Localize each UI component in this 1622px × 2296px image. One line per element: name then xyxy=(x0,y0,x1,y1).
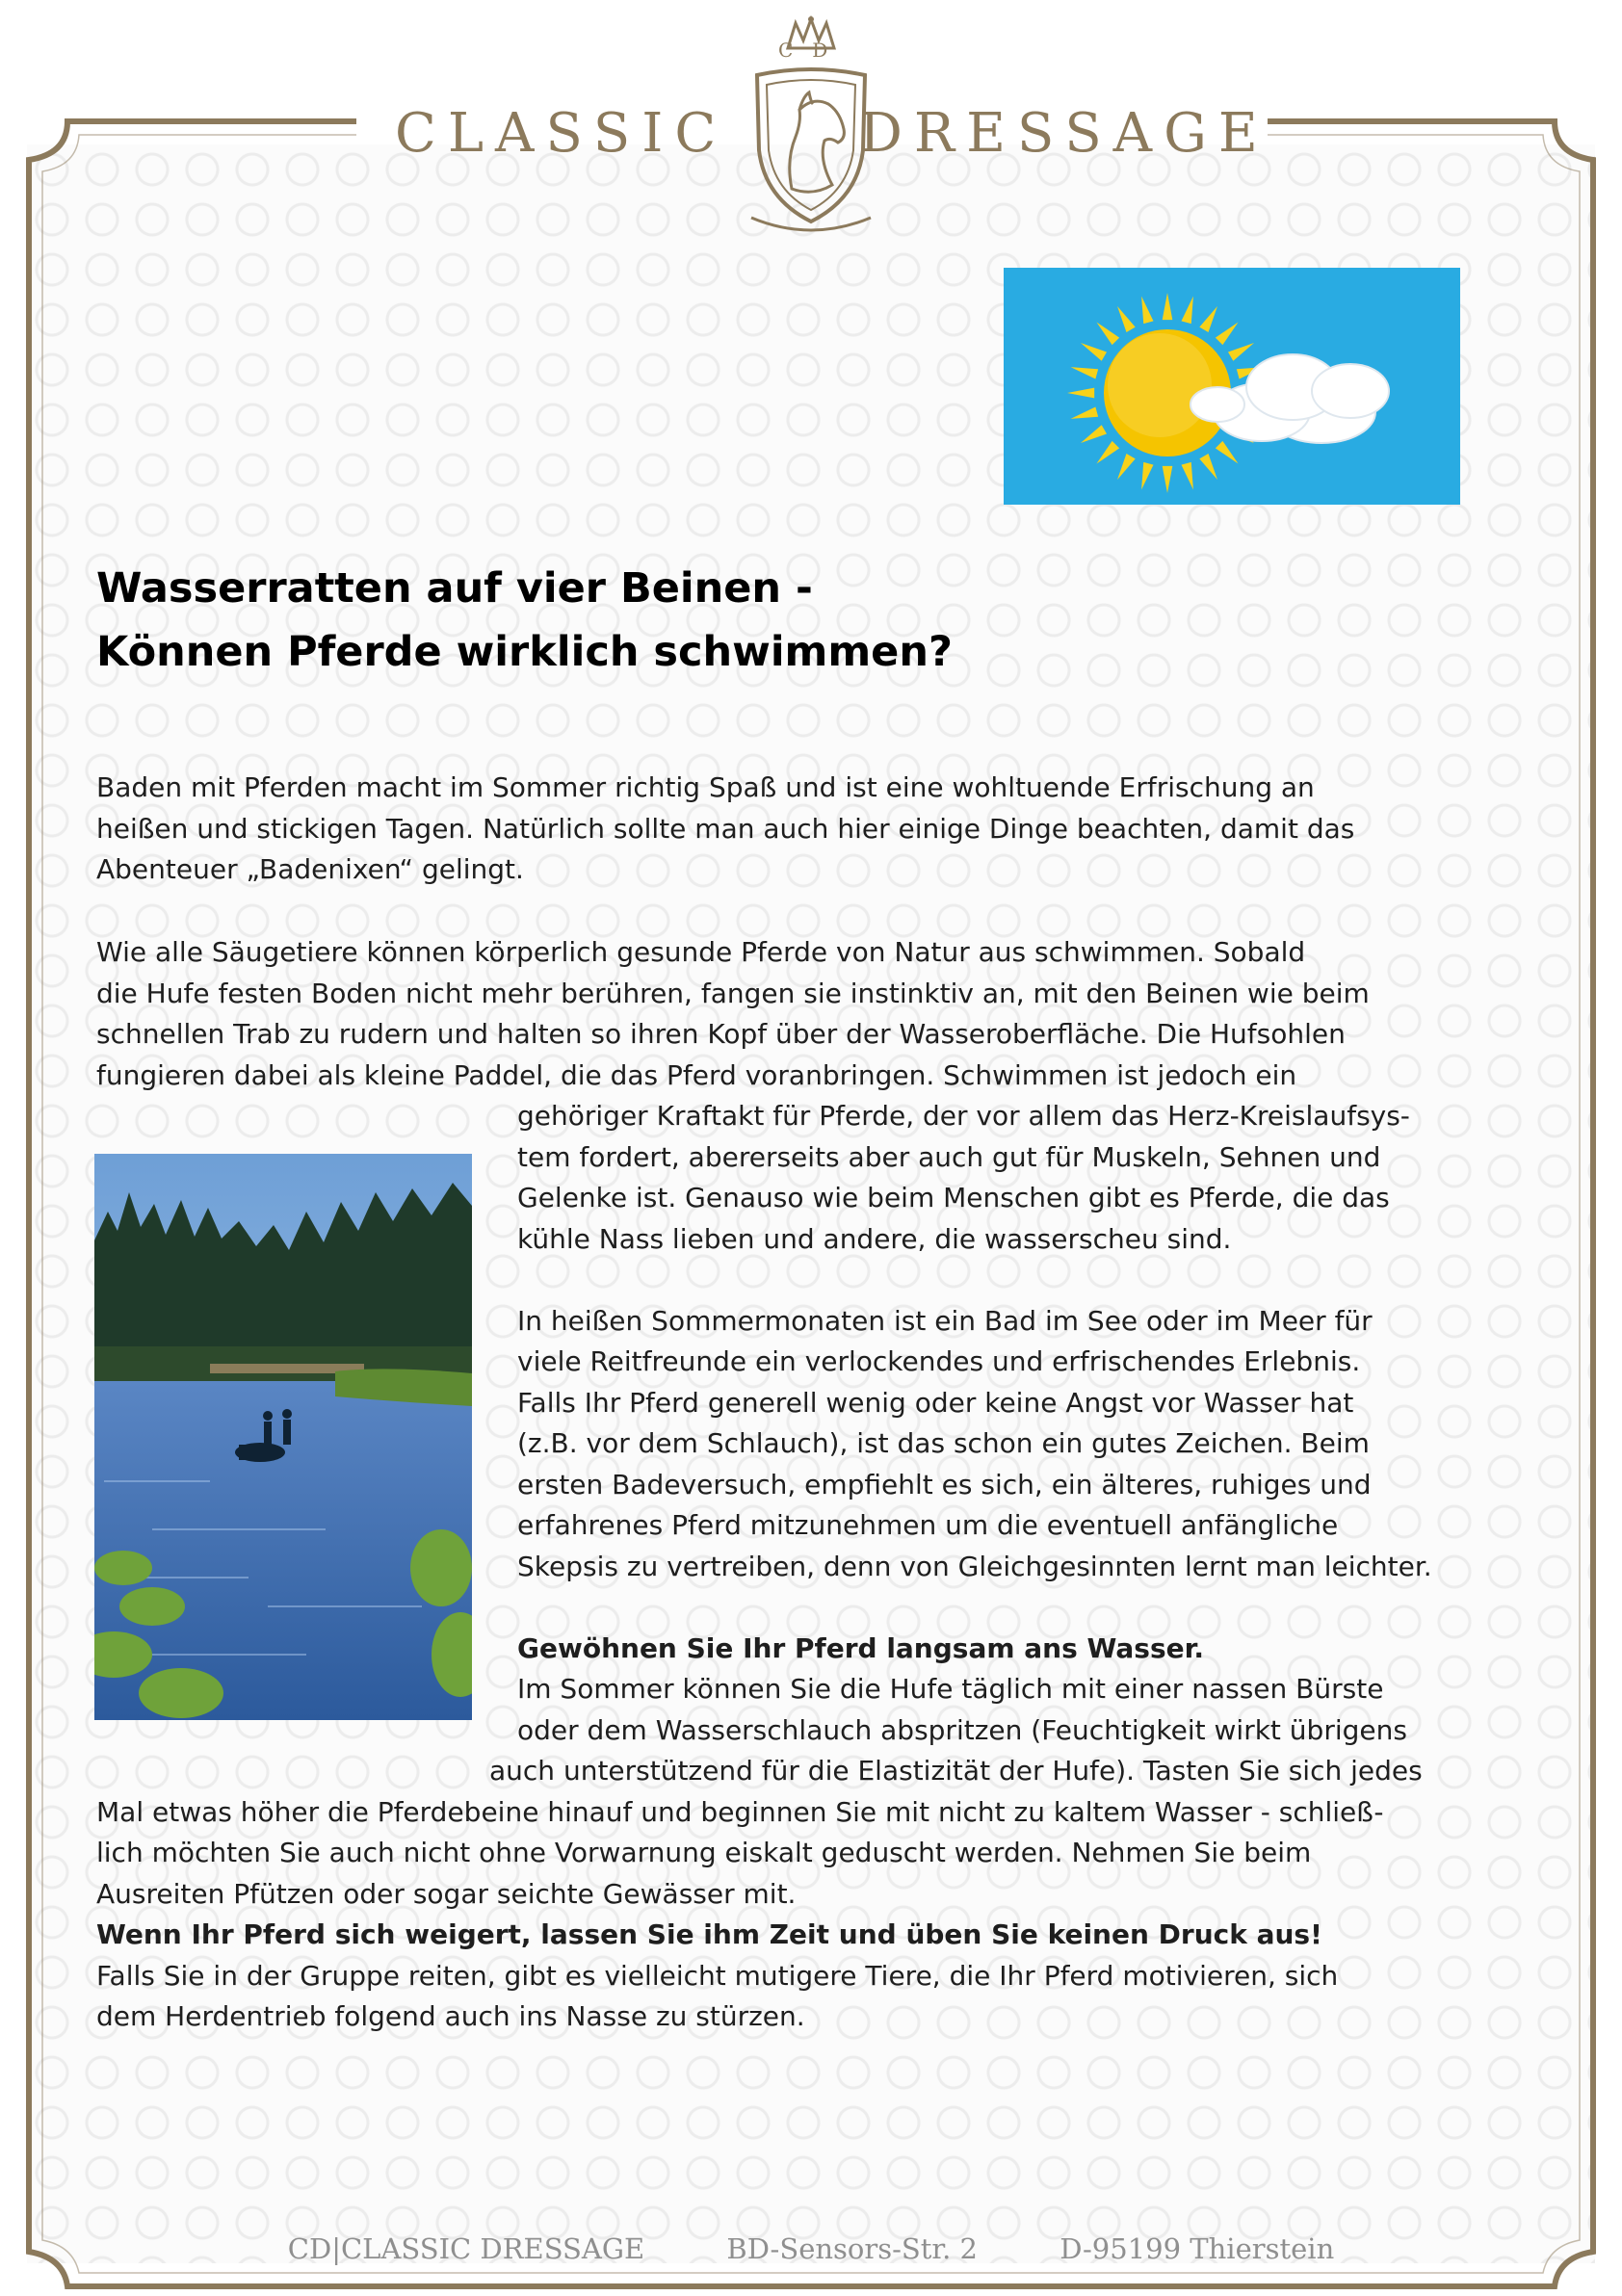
article-title xyxy=(96,557,1445,684)
logo-monogram: CD xyxy=(778,39,848,62)
text-line: Falls Ihr Pferd generell wenig oder keine Angst vor Wasser hat xyxy=(517,1386,1354,1419)
intro-paragraph xyxy=(96,768,1522,891)
text-line: schnellen Trab zu rudern und halten so ihren Kopf über der Wasseroberfläche. Die Hufsohlen xyxy=(96,1018,1346,1050)
text-line: Falls Sie in der Gruppe reiten, gibt es vielleicht mutigere Tiere, die Ihr Pferd motivieren, sich xyxy=(96,1959,1339,1992)
text-line: (z.B. vor dem Schlauch), ist das schon ein gutes Zeichen. Beim xyxy=(517,1427,1370,1459)
logo-word-left: CLASSIC xyxy=(395,102,728,165)
classic-dressage-logo xyxy=(0,0,1622,250)
text-line: auch unterstützend für die Elastizität der Hufe). Tasten Sie sich jedes xyxy=(489,1755,1423,1787)
text-line: oder dem Wasserschlauch abspritzen (Feuchtigkeit wirkt übrigens xyxy=(517,1713,1407,1746)
text-line: kühle Nass lieben und andere, die wasserscheu sind. xyxy=(517,1222,1232,1255)
text-line: In heißen Sommermonaten ist ein Bad im See oder im Meer für xyxy=(517,1304,1373,1337)
title-line: Können Pferde wirklich schwimmen? xyxy=(96,628,953,676)
footer-address xyxy=(0,2232,1622,2265)
text-line: lich möchten Sie auch nicht ohne Vorwarnung eiskalt geduscht werden. Nehmen Sie beim xyxy=(96,1837,1312,1868)
text-line: viele Reitfreunde ein verlockendes und erfrischendes Erlebnis. xyxy=(517,1345,1361,1377)
text-line: tem fordert, abererseits aber auch gut für Muskeln, Sehnen und xyxy=(517,1140,1381,1173)
title-line: Wasserratten auf vier Beinen - xyxy=(96,564,813,613)
text-line: dem Herdentrieb folgend auch ins Nasse zu stürzen. xyxy=(96,2000,805,2032)
footer-city: D-95199 Thierstein xyxy=(1060,2232,1335,2265)
text-line: die Hufe festen Boden nicht mehr berühren, fangen sie instinktiv an, mit den Beinen wie beim xyxy=(96,977,1370,1009)
footer-street: BD-Sensors-Str. 2 xyxy=(726,2232,978,2265)
text-line: Im Sommer können Sie die Hufe täglich mit einer nassen Bürste xyxy=(517,1673,1384,1705)
text-line: ersten Badeversuch, empfiehlt es sich, ein älteres, ruhiges und xyxy=(517,1468,1372,1500)
text-line: Gelenke ist. Genauso wie beim Menschen gibt es Pferde, die das xyxy=(517,1182,1390,1213)
text-line: Skepsis zu vertreiben, denn von Gleichgesinnten lernt man leichter. xyxy=(517,1550,1432,1582)
highlight-sentence: Wenn Ihr Pferd sich weigert, lassen Sie ihm Zeit und üben Sie keinen Druck aus! xyxy=(96,1918,1322,1950)
text-line: erfahrenes Pferd mitzunehmen um die eventuell anfängliche xyxy=(517,1509,1339,1541)
text-line: Mal etwas höher die Pferdebeine hinauf und beginnen Sie mit nicht zu kaltem Wasser - schließ- xyxy=(96,1795,1384,1828)
text-line: Abenteuer „Badenixen“ gelingt. xyxy=(96,853,524,885)
text-line: Wie alle Säugetiere können körperlich gesunde Pferde von Natur aus schwimmen. Sobald xyxy=(96,936,1306,968)
text-line: fungieren dabei als kleine Paddel, die das Pferd voranbringen. Schwimmen ist jedoch ein xyxy=(96,1058,1297,1091)
section-heading: Gewöhnen Sie Ihr Pferd langsam ans Wasser. xyxy=(517,1631,1205,1664)
lake-horses-photo xyxy=(94,1154,472,1720)
sun-cloud-icon xyxy=(1004,268,1460,505)
text-line: Baden mit Pferden macht im Sommer richtig Spaß und ist eine wohltuende Erfrischung an xyxy=(96,771,1315,803)
text-line: Ausreiten Pfützen oder sogar seichte Gewässer mit. xyxy=(96,1877,797,1910)
text-line: gehöriger Kraftakt für Pferde, der vor allem das Herz-Kreislaufsys- xyxy=(517,1100,1410,1132)
footer-company: CD|CLASSIC DRESSAGE xyxy=(287,2232,645,2265)
logo-word-right: DRESSAGE xyxy=(859,102,1269,165)
text-line: heißen und stickigen Tagen. Natürlich sollte man auch hier einige Dinge beachten, damit das xyxy=(96,812,1355,845)
